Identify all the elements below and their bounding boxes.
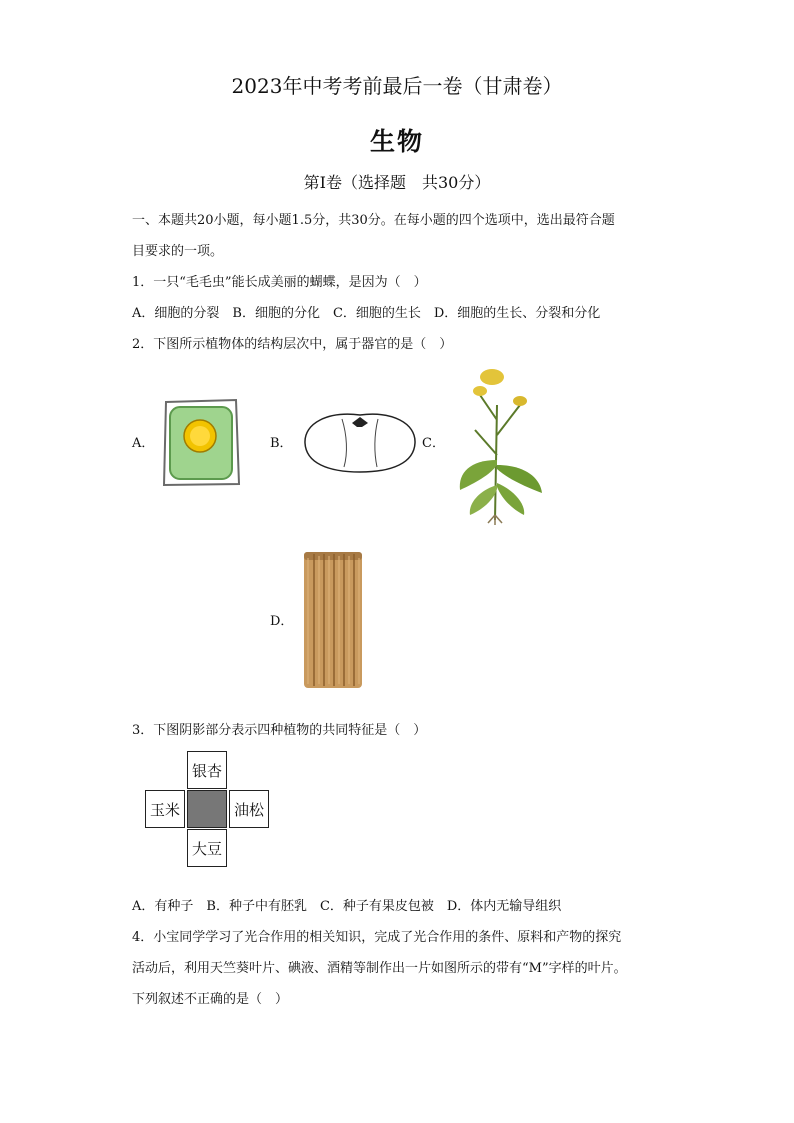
- diagram-right-cell: 油松: [229, 790, 269, 828]
- plant-cell-icon: [160, 398, 242, 488]
- question-4-line-2: 活动后，利用天竺葵叶片、碘液、酒精等制作出一片如图所示的带有“M”字样的叶片。: [132, 961, 627, 976]
- question-1-stem: 1．一只“毛毛虫”能长成美丽的蝴蝶，是因为（ ）: [132, 275, 427, 290]
- tomato-fruit-icon: [302, 405, 418, 475]
- option-c-label: C．: [422, 436, 445, 451]
- section-heading: 第Ⅰ卷（选择题 共30分）: [303, 173, 491, 192]
- diagram-top-cell: 银杏: [187, 751, 227, 789]
- instructions-line-2: 目要求的一项。: [132, 244, 224, 259]
- plant-feature-diagram: [145, 751, 271, 871]
- option-b-label: B．: [270, 436, 293, 451]
- diagram-bottom-cell: 大豆: [187, 829, 227, 867]
- option-a-label: A．: [132, 436, 155, 451]
- subject-heading: 生物: [369, 127, 424, 156]
- instructions-line-1: 一、本题共20小题，每小题1.5分，共30分。在每小题的四个选项中，选出最符合题: [132, 213, 615, 228]
- vascular-tissue-icon: [300, 548, 366, 690]
- question-3-options: A．有种子 B．种子中有胚乳 C．种子有果皮包被 D．体内无输导组织: [132, 899, 562, 914]
- diagram-shaded-cell: [187, 790, 227, 828]
- question-4-line-1: 4．小宝同学学习了光合作用的相关知识，完成了光合作用的条件、原料和产物的探究: [132, 930, 622, 945]
- diagram-left-cell: 玉米: [145, 790, 185, 828]
- rape-plant-icon: [450, 365, 550, 525]
- question-3-stem: 3．下图阴影部分表示四种植物的共同特征是（ ）: [132, 723, 427, 738]
- question-2-stem: 2．下图所示植物体的结构层次中，属于器官的是（ ）: [132, 337, 453, 352]
- question-1-options: A．细胞的分裂 B．细胞的分化 C．细胞的生长 D．细胞的生长、分裂和分化: [132, 306, 601, 321]
- page-title: 2023年中考考前最后一卷（甘肃卷）: [231, 74, 563, 98]
- option-d-label: D．: [270, 614, 294, 629]
- question-4-line-3: 下列叙述不正确的是（ ）: [132, 992, 289, 1007]
